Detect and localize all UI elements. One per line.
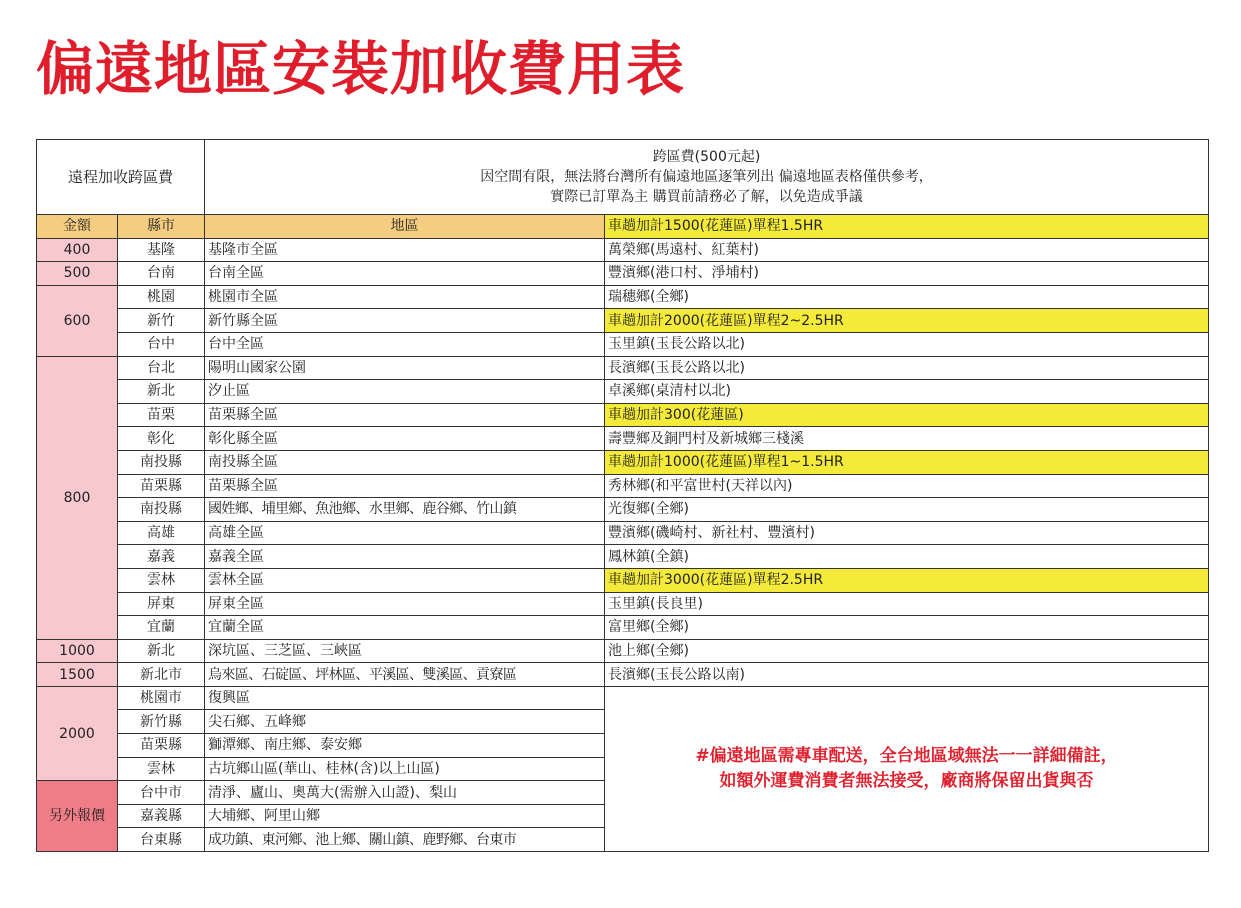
fee-table bbox=[36, 139, 1209, 852]
area-cell: 烏來區、石碇區、坪林區、平溪區、雙溪區、貢寮區 bbox=[205, 663, 605, 687]
right-cell: 秀林鄉(和平富世村(天祥以內) bbox=[605, 474, 1209, 498]
right-cell: 富里鄉(全鄉) bbox=[605, 616, 1209, 640]
county-cell: 嘉義 bbox=[118, 545, 205, 569]
area-cell: 新竹縣全區 bbox=[205, 309, 605, 333]
right-cell: 鳳林鎮(全鎮) bbox=[605, 545, 1209, 569]
table-row bbox=[37, 474, 1209, 498]
remote-area-note bbox=[605, 686, 1209, 851]
amount-cell: 400 bbox=[37, 238, 118, 262]
table-row bbox=[37, 568, 1209, 592]
table-row bbox=[37, 238, 1209, 262]
table-row bbox=[37, 592, 1209, 616]
header-left: 遠程加收跨區費 bbox=[37, 140, 205, 215]
table-row bbox=[37, 380, 1209, 404]
table-row bbox=[37, 639, 1209, 663]
header-right bbox=[205, 140, 1209, 215]
right-cell: 豐濱鄉(磯崎村、新社村、豐濱村) bbox=[605, 521, 1209, 545]
area-cell: 彰化縣全區 bbox=[205, 427, 605, 451]
amount-cell: 600 bbox=[37, 285, 118, 356]
right-cell: 卓溪鄉(桌清村以北) bbox=[605, 380, 1209, 404]
county-cell: 台中 bbox=[118, 332, 205, 356]
county-cell: 南投縣 bbox=[118, 450, 205, 474]
table-row bbox=[37, 545, 1209, 569]
right-cell: 長濱鄉(玉長公路以南) bbox=[605, 663, 1209, 687]
right-cell: 玉里鎮(玉長公路以北) bbox=[605, 332, 1209, 356]
area-cell: 陽明山國家公園 bbox=[205, 356, 605, 380]
county-cell: 台南 bbox=[118, 262, 205, 286]
col-amount: 金額 bbox=[37, 215, 118, 239]
amount-cell: 1000 bbox=[37, 639, 118, 663]
area-cell: 古坑鄉山區(華山、桂林(含)以上山區) bbox=[205, 757, 605, 781]
table-row bbox=[37, 450, 1209, 474]
county-cell: 台東縣 bbox=[118, 828, 205, 852]
area-cell: 桃園市全區 bbox=[205, 285, 605, 309]
county-cell: 台北 bbox=[118, 356, 205, 380]
county-cell: 新北市 bbox=[118, 663, 205, 687]
county-cell: 雲林 bbox=[118, 757, 205, 781]
county-cell: 桃園市 bbox=[118, 686, 205, 710]
right-cell: 長濱鄉(玉長公路以北) bbox=[605, 356, 1209, 380]
right-cell: 萬榮鄉(馬遠村、紅葉村) bbox=[605, 238, 1209, 262]
county-cell: 新北 bbox=[118, 380, 205, 404]
right-cell: 壽豐鄉及銅門村及新城鄉三棧溪 bbox=[605, 427, 1209, 451]
col-area: 地區 bbox=[205, 215, 605, 239]
table-row bbox=[37, 403, 1209, 427]
area-cell: 苗栗縣全區 bbox=[205, 403, 605, 427]
table-row bbox=[37, 332, 1209, 356]
county-cell: 苗栗縣 bbox=[118, 474, 205, 498]
note-line-2: 如額外運費消費者無法接受，廠商將保留出貨與否 bbox=[719, 770, 1094, 791]
area-cell: 國姓鄉、埔里鄉、魚池鄉、水里鄉、鹿谷鄉、竹山鎮 bbox=[205, 498, 605, 522]
column-header-row bbox=[37, 215, 1209, 239]
table-row bbox=[37, 309, 1209, 333]
area-cell: 深坑區、三芝區、三峽區 bbox=[205, 639, 605, 663]
area-cell: 大埔鄉、阿里山鄉 bbox=[205, 804, 605, 828]
area-cell: 清淨、廬山、奧萬大(需辦入山證)、梨山 bbox=[205, 781, 605, 805]
table-row bbox=[37, 498, 1209, 522]
area-cell: 嘉義全區 bbox=[205, 545, 605, 569]
area-cell: 尖石鄉、五峰鄉 bbox=[205, 710, 605, 734]
county-cell: 南投縣 bbox=[118, 498, 205, 522]
table-row bbox=[37, 356, 1209, 380]
county-cell: 嘉義縣 bbox=[118, 804, 205, 828]
area-cell: 南投縣全區 bbox=[205, 450, 605, 474]
county-cell: 苗栗縣 bbox=[118, 734, 205, 758]
county-cell: 高雄 bbox=[118, 521, 205, 545]
right-cell-highlight: 車趟加計300(花蓮區) bbox=[605, 403, 1209, 427]
right-cell: 豐濱鄉(港口村、淨埔村) bbox=[605, 262, 1209, 286]
amount-cell: 1500 bbox=[37, 663, 118, 687]
amount-cell: 500 bbox=[37, 262, 118, 286]
area-cell: 雲林全區 bbox=[205, 568, 605, 592]
county-cell: 台中市 bbox=[118, 781, 205, 805]
right-cell: 池上鄉(全鄉) bbox=[605, 639, 1209, 663]
area-cell: 台中全區 bbox=[205, 332, 605, 356]
table-row bbox=[37, 663, 1209, 687]
right-cell-highlight: 車趟加計3000(花蓮區)單程2.5HR bbox=[605, 568, 1209, 592]
area-cell: 台南全區 bbox=[205, 262, 605, 286]
table-row bbox=[37, 686, 1209, 710]
page-title: 偏遠地區安裝加收費用表 bbox=[36, 35, 686, 103]
county-cell: 桃園 bbox=[118, 285, 205, 309]
right-cell-highlight: 車趟加計2000(花蓮區)單程2~2.5HR bbox=[605, 309, 1209, 333]
header-line-2: 因空間有限，無法將台灣所有偏遠地區逐筆列出 偏遠地區表格僅供參考， bbox=[480, 169, 933, 185]
table-row bbox=[37, 427, 1209, 451]
col-right-highlight: 車趟加計1500(花蓮區)單程1.5HR bbox=[605, 215, 1209, 239]
area-cell: 成功鎮、東河鄉、池上鄉、關山鎮、鹿野鄉、台東市 bbox=[205, 828, 605, 852]
col-county: 縣市 bbox=[118, 215, 205, 239]
county-cell: 雲林 bbox=[118, 568, 205, 592]
note-line-1: #偏遠地區需專車配送，全台地區域無法一一詳細備註， bbox=[695, 745, 1118, 766]
table-header-row bbox=[37, 140, 1209, 215]
header-line-3: 實際已訂單為主 購買前請務必了解，以免造成爭議 bbox=[550, 189, 863, 205]
table-row bbox=[37, 285, 1209, 309]
amount-cell: 800 bbox=[37, 356, 118, 639]
right-cell: 玉里鎮(長良里) bbox=[605, 592, 1209, 616]
county-cell: 宜蘭 bbox=[118, 616, 205, 640]
right-cell: 瑞穗鄉(全鄉) bbox=[605, 285, 1209, 309]
table-row bbox=[37, 521, 1209, 545]
county-cell: 基隆 bbox=[118, 238, 205, 262]
table-row bbox=[37, 262, 1209, 286]
county-cell: 新北 bbox=[118, 639, 205, 663]
area-cell: 高雄全區 bbox=[205, 521, 605, 545]
amount-cell: 另外報價 bbox=[37, 781, 118, 852]
amount-cell: 2000 bbox=[37, 686, 118, 780]
area-cell: 苗栗縣全區 bbox=[205, 474, 605, 498]
county-cell: 新竹縣 bbox=[118, 710, 205, 734]
county-cell: 屏東 bbox=[118, 592, 205, 616]
right-cell-highlight: 車趟加計1000(花蓮區)單程1~1.5HR bbox=[605, 450, 1209, 474]
area-cell: 基隆市全區 bbox=[205, 238, 605, 262]
area-cell: 宜蘭全區 bbox=[205, 616, 605, 640]
area-cell: 汐止區 bbox=[205, 380, 605, 404]
table-row bbox=[37, 616, 1209, 640]
county-cell: 新竹 bbox=[118, 309, 205, 333]
header-line-1: 跨區費(500元起) bbox=[652, 149, 761, 165]
area-cell: 復興區 bbox=[205, 686, 605, 710]
area-cell: 屏東全區 bbox=[205, 592, 605, 616]
county-cell: 彰化 bbox=[118, 427, 205, 451]
area-cell: 獅潭鄉、南庄鄉、泰安鄉 bbox=[205, 734, 605, 758]
county-cell: 苗栗 bbox=[118, 403, 205, 427]
right-cell: 光復鄉(全鄉) bbox=[605, 498, 1209, 522]
